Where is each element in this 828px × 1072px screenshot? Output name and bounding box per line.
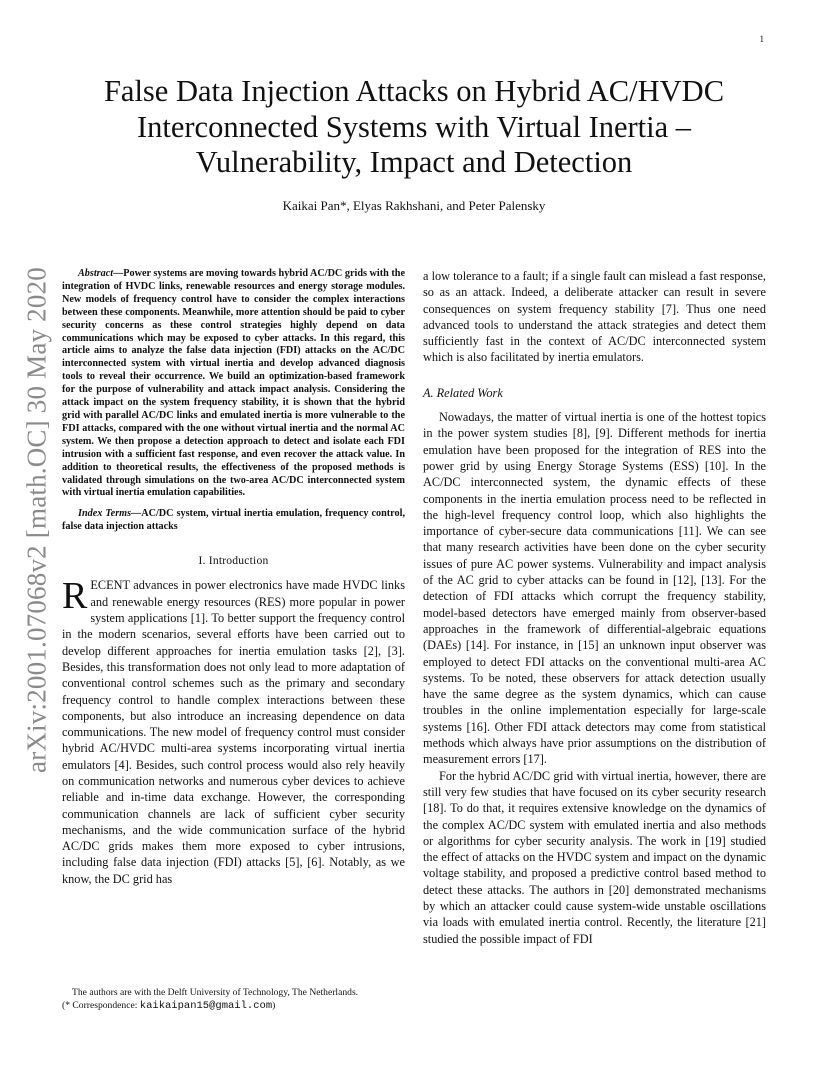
section-heading-introduction: I. Introduction	[198, 554, 269, 568]
author-list: Kaikai Pan*, Elyas Rakhshani, and Peter Palensky	[282, 198, 546, 213]
correspondence-note	[62, 1000, 405, 1013]
title-line: False Data Injection Attacks on Hybrid AC/HVDC	[103, 74, 725, 108]
index-terms	[62, 508, 405, 534]
index-terms-text: —AC/DC system, virtual inertia emulation, frequency control, false data injection attacks	[62, 508, 405, 533]
intro-paragraph	[62, 577, 405, 887]
continued-paragraph: a low tolerance to a fault; if a single fault can mislead a fast response, so as an attack. Indeed, a deliberate attacker can result in severe consequences on system frequency stability [7]. Thus one need advanced tools to understand the attack strategies and detect them sufficiently fast in the context of AC/DC interconnected system which is also facilitated by inertia emulators.	[423, 269, 766, 365]
left-column	[62, 268, 405, 887]
title-line: Interconnected Systems with Virtual Inertia –	[136, 109, 692, 144]
footnote	[62, 987, 405, 1013]
correspondence-close: )	[272, 999, 276, 1011]
title-line: Vulnerability, Impact and Detection	[195, 145, 633, 179]
abstract	[62, 268, 405, 500]
correspondence-label: (* Correspondence:	[62, 999, 140, 1011]
page-number: 1	[759, 34, 764, 44]
related-work-paragraph: For the hybrid AC/DC grid with virtual inertia, however, there are still very few studies that have focused on its cyber security research [18]. To do that, it requires extensive knowledge on the dynamics of the complex AC/DC system with emulated inertia and also methods or algorithms for cyber security analysis. The work in [19] studied the effect of attacks on the HVDC system and impact on the dynamic voltage stability, and proposed a predictive control based method to detect these attacks. The authors in [20] demonstrated mechanisms by which an attacker could cause system-wide unstable oscillations via loads with emulated inertia control. Recently, the literature [21] studied the possible impact of FDI	[423, 768, 766, 946]
abstract-text: —Power systems are moving towards hybrid AC/DC grids with the integration of HVDC links, renewable resources and energy storage modules. New models of frequency control have to consider the complex interactions between these components. Meanwhile, more attention should be paid to cyber security concerns as these control strategies highly depend on data communications which may be exposed to cyber attacks. In this regard, this article aims to analyze the false data injection (FDI) attacks on the AC/DC interconnected system with virtual inertia and develop advanced diagnosis tools to reveal their occurrence. We build an optimization-based framework for the purpose of vulnerability and attack impact analysis. Considering the attack impact on the system frequency stability, it is shown that the hybrid grid with parallel AC/DC links and emulated inertia is more vulnerable to the FDI attacks, compared with the one without virtual inertia and the normal AC system. We then propose a detection approach to detect and isolate each FDI intrusion with a sufficient fast response, and even recover the attack value. In addition to theoretical results, the effectiveness of the proposed methods is validated through simulations on the two-area AC/DC interconnected system with virtual inertia emulation capabilities.	[62, 268, 405, 499]
abstract-label: Abstract	[78, 268, 114, 279]
paper-title	[60, 74, 768, 181]
index-terms-label: Index Terms	[78, 508, 132, 520]
drop-cap: R	[62, 575, 88, 618]
related-work-paragraph: Nowadays, the matter of virtual inertia is one of the hottest topics in the power system studies [8], [9]. Different methods for inertia emulation have been proposed for the integration of RES into the power grid by using Energy Storage Systems (ESS) [10]. In the AC/DC interconnected system, the dynamic effects of these components in the inertia emulation process need to be reflected in the high-level frequency control loop, which also highlights the importance of cyber-secure data communications [11]. We can see that many research activities have been done on the cyber security issues of pure AC power systems. Vulnerability and impact analysis of the AC grid to cyber attacks can be found in [12], [13]. For the detection of FDI attacks which corrupt the frequency stability, model-based detectors have emerged mainly from observer-based approaches in the framework of differential-algebraic equations (DAEs) [14]. For instance, in [15] an unknown input observer was employed to detect FDI attacks on the conventional multi-area AC systems. To be noted, these observers for attack detection usually have the same degree as the system dynamics, which can cause troubles in the online implementation especially for large-scale systems [16]. Other FDI attack detectors may come from statistical methods which always have prior assumptions on the distribution of measurement errors [17].	[423, 410, 766, 767]
arxiv-stamp[interactable]: arXiv:2001.07068v2 [math.OC] 30 May 2020	[21, 267, 52, 773]
affiliation-note: The authors are with the Delft University of Technology, The Netherlands.	[72, 987, 359, 998]
subsection-heading-related-work: A. Related Work	[423, 385, 503, 400]
right-column	[423, 268, 766, 947]
correspondence-email[interactable]: kaikaipan15@gmail.com	[139, 999, 273, 1012]
intro-text: ECENT advances in power electronics have made HVDC links and renewable energy resources (RES) more popular in power system applications [1]. To better support the frequency control in the modern scenarios, several efforts have been carried out to develop different approaches for inertia emulation tasks [2], [3]. Besides, this transformation does not only lead to more adaptation of conventional control schemes such as the primary and secondary frequency control to handle complex interactions between these components, but also introduce an increasing dependence on data communications. The new model of frequency control must consider hybrid AC/HVDC multi-area systems incorporating virtual inertia emulators [4]. Besides, such control process would also rely heavily on communication networks and numerous cyber devices to achieve reliable and in-time data exchange. However, the corresponding communication channels are lack of sufficient cyber security mechanisms, and the wide communication surface of the hybrid AC/DC grids makes them more exposed to cyber intrusions, including false data injection (FDI) attacks [5], [6]. Notably, as we know, the DC grid has	[62, 578, 405, 886]
